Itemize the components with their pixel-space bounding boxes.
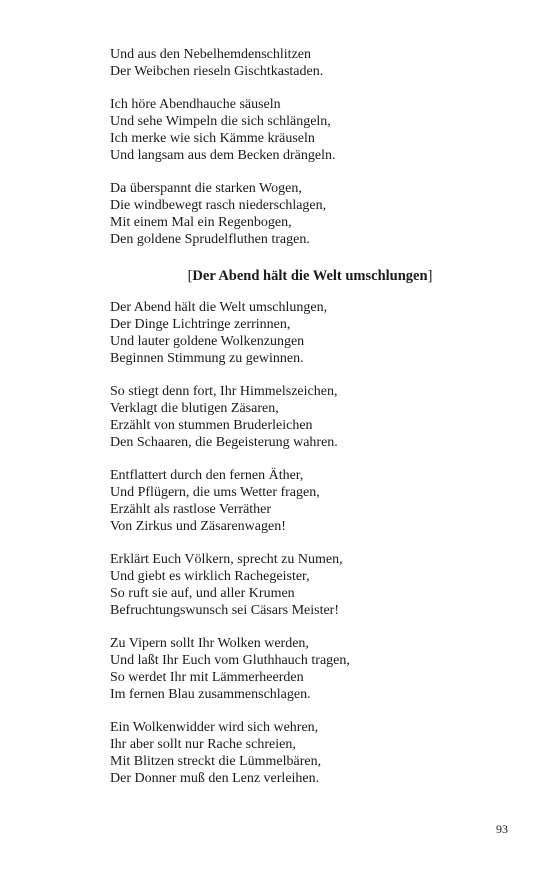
stanza: [110, 635, 510, 703]
verse-line: So werdet Ihr mit Lämmerheerden: [110, 670, 304, 685]
verse-line: Mit Blitzen streckt die Lümmelbären,: [110, 754, 322, 769]
verse-line: Den goldene Sprudelfluthen tragen.: [110, 232, 310, 247]
verse-line: Verklagt die blutigen Zäsaren,: [110, 401, 279, 416]
verse-line: So ruft sie auf, und aller Krumen: [110, 586, 295, 601]
poem-title: [110, 267, 510, 285]
verse-line: Und Pflügern, die ums Wetter fragen,: [110, 485, 320, 500]
verse-line: Der Abend hält die Welt umschlungen,: [110, 300, 328, 315]
verse-line: Erzählt von stummen Bruderleichen: [110, 418, 313, 433]
poem-continuation: [110, 46, 510, 248]
stanza: [110, 180, 510, 248]
title-bracket-close: ]: [427, 268, 433, 284]
verse-line: Ich merke wie sich Kämme kräuseln: [110, 131, 315, 146]
verse-line: Von Zirkus und Zäsarenwagen!: [110, 519, 286, 534]
verse-line: Und laßt Ihr Euch vom Gluthhauch tragen,: [110, 653, 350, 668]
stanza: [110, 551, 510, 619]
verse-line: Mit einem Mal ein Regenbogen,: [110, 215, 292, 230]
stanza: [110, 299, 510, 367]
verse-line: Ich höre Abendhauche säuseln: [110, 97, 281, 112]
verse-line: Und sehe Wimpeln die sich schlängeln,: [110, 114, 331, 129]
verse-line: Da überspannt die starken Wogen,: [110, 181, 302, 196]
stanza: [110, 467, 510, 535]
verse-line: Ihr aber sollt nur Rache schreien,: [110, 737, 296, 752]
stanza: [110, 96, 510, 164]
verse-line: Und aus den Nebelhemdenschlitzen: [110, 47, 311, 62]
stanza: [110, 46, 510, 80]
poem-title-text: Der Abend hält die Welt umschlungen: [192, 268, 428, 284]
verse-line: Der Dinge Lichtringe zerrinnen,: [110, 317, 291, 332]
page-content: [110, 46, 510, 787]
page-number: 93: [496, 822, 508, 836]
verse-line: Die windbewegt rasch niederschlagen,: [110, 198, 327, 213]
verse-line: Ein Wolkenwidder wird sich wehren,: [110, 720, 319, 735]
verse-line: Erzählt als rastlose Verräther: [110, 502, 272, 517]
stanza: [110, 719, 510, 787]
verse-line: Den Schaaren, die Begeisterung wahren.: [110, 435, 338, 450]
verse-line: Zu Vipern sollt Ihr Wolken werden,: [110, 636, 309, 651]
verse-line: Und langsam aus dem Becken drängeln.: [110, 148, 336, 163]
verse-line: Der Weibchen rieseln Gischtkastaden.: [110, 64, 324, 79]
verse-line: Der Donner muß den Lenz verleihen.: [110, 771, 320, 786]
verse-line: Beginnen Stimmung zu gewinnen.: [110, 351, 304, 366]
verse-line: Und giebt es wirklich Rachegeister,: [110, 569, 310, 584]
stanza: [110, 383, 510, 451]
verse-line: So stiegt denn fort, Ihr Himmelszeichen,: [110, 384, 338, 399]
verse-line: Entflattert durch den fernen Äther,: [110, 468, 304, 483]
verse-line: Im fernen Blau zusammenschlagen.: [110, 687, 311, 702]
verse-line: Befruchtungswunsch sei Cäsars Meister!: [110, 603, 340, 618]
poem-body: [110, 299, 510, 787]
verse-line: Und lauter goldene Wolkenzungen: [110, 334, 305, 349]
verse-line: Erklärt Euch Völkern, sprecht zu Numen,: [110, 552, 343, 567]
title-bracket-open: [: [187, 268, 193, 284]
